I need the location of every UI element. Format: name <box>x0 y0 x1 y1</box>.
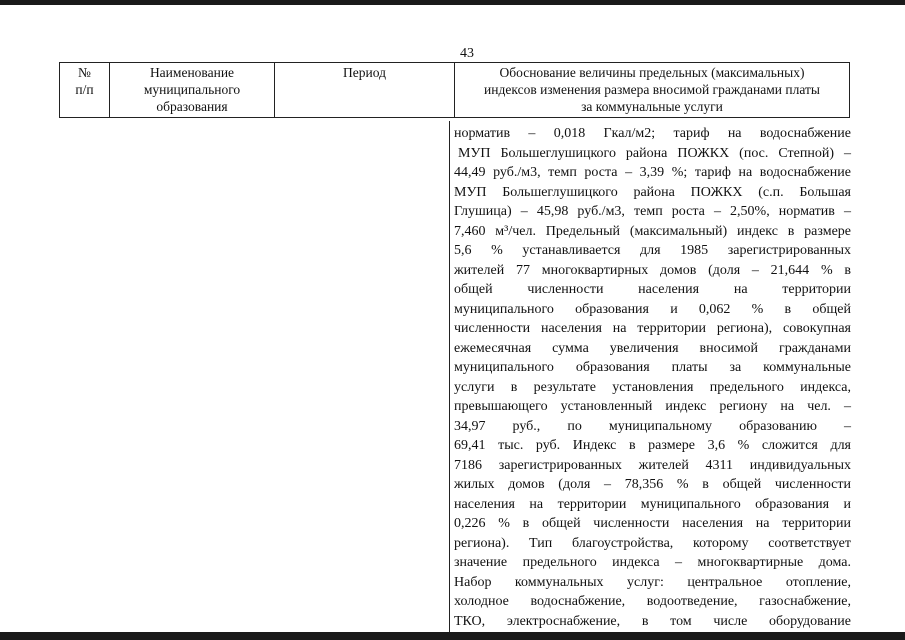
text-line: 34,97 руб., по муниципальному образованию – <box>454 418 851 434</box>
header-col-reason-label: Обоснование величины предельных (максимальных) индексов изменения размера вносимой гражданами платы за коммунальные услуги <box>484 65 820 114</box>
text-line: численности населения на территории региона), совокупная <box>454 321 851 336</box>
column-divider <box>449 121 450 632</box>
text-line: ежемесячная сумма увеличения вносимой гражданами <box>454 340 851 356</box>
text-line: 44,49 руб./м3, темп роста – 3,39 %; тариф на водоснабжение <box>454 165 851 180</box>
header-col-reason <box>455 63 850 118</box>
text-line: жителей 77 многоквартирных домов (доля – 21,644 % в <box>454 262 851 278</box>
text-line: населения на территории муниципального образования и <box>454 496 851 512</box>
text-line: услуги в результате установления предельного индекса, <box>454 379 851 395</box>
text-line: региона). Тип благоустройства, которому соответствует <box>454 535 851 551</box>
text-line: 5,6 % устанавливается для 1985 зарегистрированных <box>454 243 851 258</box>
text-line: ТКО, электроснабжение, в том числе оборудование <box>454 613 851 629</box>
text-line: муниципального образования платы за коммунальные <box>454 360 851 375</box>
text-line: значение предельного индекса – многоквартирные дома. <box>454 555 851 570</box>
top-scan-border <box>0 0 905 5</box>
text-line: Набор коммунальных услуг: центральное отопление, <box>454 574 851 590</box>
page-number: 43 <box>460 46 474 61</box>
text-line: жилых домов (доля – 78,356 % в общей численности <box>454 477 851 492</box>
header-col-period <box>275 63 455 118</box>
text-line: 0,226 % в общей численности населения на территории <box>454 516 851 531</box>
table-header <box>59 62 850 118</box>
header-col-number <box>60 63 110 118</box>
text-line: Глушица) – 45,98 руб./м3, темп роста – 2,50%, норматив – <box>454 204 851 219</box>
text-line: норматив – 0,018 Гкал/м2; тариф на водоснабжение <box>454 126 851 141</box>
text-line: 69,41 тыс. руб. Индекс в размере 3,6 % сложится для <box>454 438 851 453</box>
header-col-municipality-label: Наименование муниципального образования <box>143 65 241 114</box>
text-line: муниципального образования и 0,062 % в общей <box>454 301 851 317</box>
reason-text-block <box>454 124 851 631</box>
bottom-scan-border <box>0 632 905 640</box>
text-line: 7186 зарегистрированных жителей 4311 индивидуальных <box>454 457 851 473</box>
text-line: МУП Большеглушицкого района ПОЖКХ (с.п. Большая <box>454 184 851 200</box>
text-line: общей численности населения на территории <box>454 282 851 297</box>
text-line: холодное водоснабжение, водоотведение, газоснабжение, <box>454 594 851 609</box>
text-line: 7,460 м³/чел. Предельный (максимальный) индекс в размере <box>454 223 851 239</box>
header-col-municipality <box>110 63 275 118</box>
text-line: превышающего установленный индекс региону на чел. – <box>454 399 851 414</box>
header-col-number-label: № п/п <box>75 65 94 97</box>
header-col-period-label: Период <box>343 65 386 80</box>
text-line: МУП Большеглушицкого района ПОЖКХ (пос. Степной) – <box>458 145 851 161</box>
